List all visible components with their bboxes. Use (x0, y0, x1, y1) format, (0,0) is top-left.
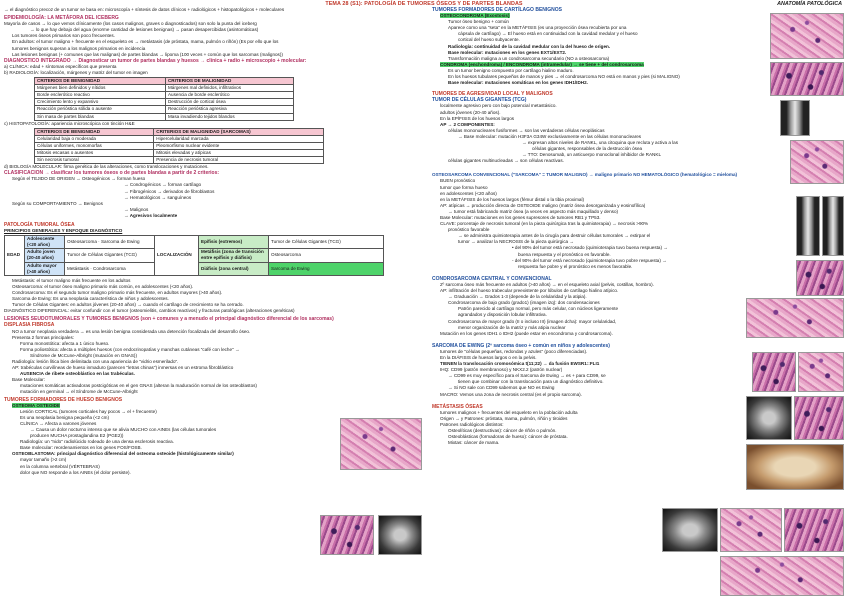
dx-molecular: d) BIOLOGÍA MOLECULAR: firma genética de las alteraciones, como translocaciones y mutaciones. (4, 164, 209, 170)
table-cell: Diáfisis (zona central) (199, 262, 269, 275)
ost-line: en adolescentes (<20 años) (440, 190, 497, 196)
tcg-line: células gigantes multinucleadas → son células reactivas. (448, 158, 564, 164)
tfh-line: Es una neoplasia benigna pequeña (<2 cm) (20, 414, 110, 420)
aggressive-malignant-heading: TUMORES DE AGRESIVIDAD LOCAL Y MALIGNOS (432, 91, 553, 98)
fib-line: Presenta 2 formas principales: (12, 334, 75, 340)
ewing-line: → CD99 es muy específico para el Sarcoma de Ewing → es + para CD99, se (448, 373, 606, 379)
fib-line: AUSENCIA de ribete osteoblástico en las trabéculas. (20, 371, 135, 377)
classification-heading: CLASIFICACIÓN → clasificar los tumores óseos o de partes blandas a partir de 2 criterios: (4, 170, 220, 177)
cond-line: Condrosarcoma de bajo grado (grado1) (imagen izq): dos condensaciones (448, 300, 600, 306)
ost-line: AP: atípicas → producción directa de OSTEOIDE maligno (matriz ósea desorganizada y eosinofílica) (440, 202, 646, 208)
enchondroma-title: CONDROMA (enchondroma) / ENCONDROMA (intramedular) → se tiene + del condrosarcoma (440, 61, 644, 67)
tfh-line: producen MUCHA prostaglandina E2 (PGE2)) (30, 433, 124, 439)
table-header: CRITERIOS DE MALIGNIDAD (SARCOMAS) (154, 128, 324, 135)
chondrosarcoma-high-grade-image (798, 352, 844, 392)
chondrosarcoma-low-grade-image (752, 352, 796, 392)
fib-line: mutaciones somáticas activadoras postcigóticas en el gen GNAS (alteran la maduración normal de los osteoblastos) (20, 383, 257, 389)
ost-line: buena respuesta y el pronóstico es favorable. (518, 251, 611, 257)
ewing-heading: SARCOMA DE EWING (2º sarcoma óseo + común en niños y adolescentes) (432, 342, 610, 349)
cond-line: AP: infiltración del hueso trabecular preexistente por lóbulos de cartílago hialino atípico. (440, 288, 619, 294)
ost-line: CLAVE: porcentaje de necrosis tumoral (en la pieza quirúrgica tras la quimioterapia) → necrosis >90% (440, 221, 649, 227)
tfc-line: Aparece como una "seta" en la METÁFISIS (es una proyección ósea recubierta por una (448, 25, 627, 31)
met-line: Osteolíticas (destructivas): cáncer de riñón o pulmón. (448, 428, 557, 433)
histology-criteria-table (34, 128, 324, 164)
table-cell: Sin necrosis tumoral (35, 157, 154, 164)
class-line: Según su COMPORTAMIENTO → Benignos (12, 200, 103, 206)
ost-line: pronóstico favorable (448, 227, 490, 233)
class-line: Según el TEJIDO DE ORIGEN → Osteogénicos → forman hueso (12, 176, 146, 182)
table-header: CRITERIOS DE BENIGNIDAD (35, 78, 166, 85)
tcg-line: AP → 2 COMPONENTES: (440, 121, 495, 127)
cond-line: → Graduación → Grados 1-3 (depende de la celularidad y la atipia). (448, 294, 587, 300)
table-cell: Tumor de Células Gigantes (TCG) (65, 249, 155, 262)
metastasis-histology-image-3 (720, 556, 844, 596)
met-line: tumores malignos + frecuentes del esqueleto en la población adulta (440, 409, 578, 415)
cond-line: agrandados y disposición lobular infiltrativa. (458, 312, 547, 318)
osteochondroma-histology-image (770, 13, 844, 59)
table-cell: Reacción perióstica agresiva (165, 106, 293, 113)
tfc-line: Base molecular: mutaciones somáticas en los genes IDH1/IDH2. (448, 80, 588, 86)
table-cell: Adulto joven (20-40 años) (25, 249, 65, 262)
table-cell: Márgenes mal definidos, infiltrativos (165, 85, 293, 92)
tfh-line: dolor que NO responde a los AINEs (el dolor persiste). (20, 469, 131, 475)
giant-cell-tumor-xray-image (780, 100, 810, 136)
metastasis-heading: METÁSTASIS ÓSEAS (432, 403, 483, 410)
cond-line: 2º sarcoma óseo más frecuente en adultos (>40 años) → en el esqueleto axial (pelvis, costillas, hombro). (440, 281, 654, 287)
table-cell: Hipercelularidad marcada (154, 135, 324, 142)
table-cell: Reacción perióstica sólida o ausente (35, 106, 166, 113)
metastasis-histology-image (720, 508, 782, 552)
table-cell: Osteosarcoma · Sarcoma de Ewing (65, 236, 155, 249)
fib-line: Forma monostótica: afecta a 1 único hueso. (20, 340, 110, 346)
location-label: LOCALIZACIÓN (155, 236, 199, 276)
table-cell: Crecimiento lento y expansivo (35, 99, 166, 106)
cond-line: Condrosarcoma de mayor grado (II o incluso III) (imagen dcha): mayor celularidad, (448, 318, 617, 324)
table-cell: Pleomorfismo nuclear evidente (154, 142, 324, 149)
table-cell: Metástasis · Condrosarcoma (65, 262, 155, 275)
table-cell: Masa invadiendo tejidos blandos (165, 113, 293, 120)
table-cell: Ausencia de borde esclerótico (165, 92, 293, 99)
enchondroma-histology-image (770, 62, 844, 96)
ost-line: en la METÁFISIS de los huesos largos (fémur distal o la tibia proximal) (440, 196, 584, 202)
epi-line: tumores benignos superan a los malignos primarios en incidencia (12, 45, 146, 51)
ost-line: BUEN pronóstico (440, 178, 476, 184)
chondrosarcoma-heading: CONDROSARCOMA CENTRAL Y CONVENCIONAL (432, 275, 552, 282)
ost-line: respuesta fue pobre y el pronóstico es menos favorable. (518, 263, 633, 269)
epi-line: Mayoría de casos → lo que vemos clínicamente (los casos malignos, graves o diagnosticados) son solo la punta del iceberg (4, 21, 257, 27)
epi-line: → lo que hay debajo del agua (enorme cantidad de lesiones benignas) → pasan desapercibidas (asintomáticas) (30, 27, 259, 33)
age-label: EDAD (5, 236, 25, 276)
epi-line: Las lesiones benignas (+ comunes que las malignas) de partes blandas → lipoma (100 veces + común que los sarcomas (malignos)) (12, 51, 283, 57)
osteosarcoma-necrosis-image (746, 298, 844, 338)
tfh-line: Radiología: un "nido" radiolúcido rodeado de una densa esclerosis reactiva. (20, 439, 174, 445)
age-bullet: Osteosarcoma: el tumor óseo maligno primario más común, en adolescentes (<20 años). (12, 283, 194, 289)
class-line: → Condrogénicos → forman cartílago (124, 182, 202, 188)
tfc-line: Tumor óseo benigno + común (448, 19, 509, 25)
table-cell: Márgenes bien definidos y nítidos (35, 85, 166, 92)
principles-subheading: PRINCIPIOS GENERALES Y ENFOQUE DIAGNÓSTICO (4, 228, 123, 234)
age-bullet: Sarcoma de Ewing: Es una neoplasia característica de niños y adolescentes. (12, 296, 169, 302)
fib-line: mutación en germinal → el Síndrome de McCune-Albright (20, 389, 138, 395)
fib-line: Síndrome de McCune-Albright (mutación en GNAS)) (30, 352, 137, 358)
radiology-criteria-table (34, 77, 294, 121)
table-cell: Sin masa de partes blandas (35, 113, 166, 120)
tfh-line: CLÍNICA → Afecta a varones jóvenes (20, 420, 97, 426)
table-cell: Mitosis escasas o ausentes (35, 149, 154, 156)
cond-line: menor organización de la matriz y más atipia nuclear (458, 324, 566, 330)
age-bullet: Metástasis: el tumor maligno más frecuente en los adultos (12, 277, 131, 283)
bone-tumor-heading: PATOLOGÍA TUMORAL ÓSEA (4, 222, 75, 228)
table-cell: Células uniformes, monomorfas (35, 142, 154, 149)
osteosarcoma-heading: OSTEOSARCOMA CONVENCIONAL ("SARCOMA" = TUMOR MALIGNO) → maligno primario NO HEMATOLÓGICO (hematológico = mieloma) (432, 172, 738, 178)
tfc-line: cortical del hueso subyacente. (458, 37, 520, 43)
table-cell: Borde esclerótico reactivo (35, 92, 166, 99)
age-bullet: Tumor de Células Gigantes: en adultos jóvenes (20-40 años) → cuando el cartílago de crecimiento se ha cerrado. (12, 302, 244, 308)
ewing-line: → Si NO sale con CD99 sabemos que NO es Ewing (448, 385, 555, 391)
table-cell: Sarcoma de Ewing (269, 262, 384, 275)
osteoid-osteoma-title: OSTEOMA OSTEOIDE (12, 402, 61, 408)
diagnosis-heading: DIAGNÓSTICO INTEGRADO → Diagnosticar un tumor de partes blandas y huesos → clínica + radio + microscopio + molecular: (4, 57, 307, 64)
tcg-line: localmente agresivo pero con bajo potencial metastásico. (440, 103, 557, 109)
ewing-line: TIENEN la translocación cromosómica t(11;22) → da fusión EWSR1::FLI1 (440, 361, 600, 367)
osteosarcoma-xray-image-2 (822, 196, 844, 256)
tfc-line: Base molecular: mutaciones en los genes EXT1/EXT2. (448, 49, 567, 55)
ost-line: • del 90% del tumor está necrosado (quimioterapia tuvo buena respuesta) → (512, 245, 668, 251)
dx-radiology: b) RADIOLOGÍA: localización, márgenes y matriz del tumor en imagen (4, 69, 148, 75)
ost-line: → se administra quimioterapia antes de la cirugía para destruir células tumorales → extirpar el (458, 233, 651, 239)
table-cell: Metáfisis (zona de transición entre epífisis y diáfisis) (199, 249, 269, 262)
ost-line: Base Molecular: mutaciones en los genes supresores de tumores RB1 y TP53. (440, 215, 601, 220)
tcg-line: → TTO: Denosumab, un anticuerpo monoclonal inhibidor de RANKL (522, 152, 661, 158)
tfh-line: en la columna vertebral (VÉRTEBRAS) (20, 463, 100, 469)
met-line: Origen → y Patrones: próstata, mama, pulmón, riñón y tiroides (440, 415, 568, 421)
fibrous-dysplasia-histology-image (340, 418, 422, 470)
metastasis-xray-image (662, 508, 718, 552)
table-cell: Tumor de Células Gigantes (TCG) (269, 236, 384, 249)
fib-line: Base Molecular: (12, 377, 45, 383)
tfc-line: Es un tumor benigno compuesto por cartílago hialino maduro. (448, 67, 574, 73)
table-cell: Adolescente (<20 años) (25, 236, 65, 249)
osteosarcoma-histology-image (796, 260, 844, 296)
giant-cell-tumor-heading: TUMOR DE CÉLULAS GIGANTES (TCG) (432, 97, 527, 104)
cond-line: Mutación en los genes IDH1 o IDH2 (puede estar en encondroma y condrosarcoma). (440, 330, 613, 336)
table-cell: Destrucción de cortical ósea (165, 99, 293, 106)
ewing-line: tumores de "células pequeñas, redondas y azules" (poco diferenciadas). (440, 348, 588, 354)
tfh-line: → Causa un dolor nocturno intenso que se alivia MUCHO con AINEs (las células tumorales (30, 427, 217, 432)
fib-line: Radiología: lesión lítica bien delimitada con una apariencia de "vidrio esmerilado". (12, 358, 179, 364)
met-line: Mixtas: cáncer de mama. (448, 440, 500, 446)
tcg-line: → Base molecular: mutación H3F3A G34W exclusivamente en las células mononucleares (458, 133, 642, 139)
table-cell: Osteosarcoma (269, 249, 384, 262)
pseudotumor-heading: LESIONES SEUDOTUMORALES Y TUMORES BENIGNOS (son + comunes y a menudo el principal diagnóstico diferencial de los sarcomas) (4, 316, 334, 323)
fib-line: NO a tumor neoplasia verdadera → es una lesión benigna considerada una detención focalizada del desarrollo óseo. (12, 328, 251, 334)
tfh-line: mayor tamaño (>2 cm) (20, 457, 67, 463)
tfc-line: Transformación maligna a un condrosarcoma secundario (NO a osteosarcoma) (448, 55, 610, 61)
osteoid-osteoma-histology-image (320, 515, 374, 555)
chondrosarcoma-xray-image (746, 396, 792, 440)
class-line: → Agresivos localmente (124, 212, 178, 218)
age-location-table (4, 235, 384, 276)
class-line: → Hematológicos → sanguíneos (124, 194, 192, 200)
intro-line: → el diagnóstico precoz de un tumor se basa en: microscopía + síntesis de datos clínicos + radiológicos + histopatológicos + moleculares (4, 7, 285, 12)
osteoblastoma-line: OSTEOBLASTOMA: principal diagnóstico diferencial del osteoma osteoide (histológicamente similar) (12, 451, 234, 457)
class-line: → Malignos (124, 206, 149, 212)
table-header: CRITERIOS DE BENIGNIDAD (35, 128, 154, 135)
tcg-line: células gigantes, responsables de la destrucción ósea (532, 146, 643, 152)
table-header: CRITERIOS DE MALIGNIDAD (165, 78, 293, 85)
osteochondroma-title: OSTEOCONDROMA (Exostosis) (440, 13, 510, 19)
epidemiology-heading: EPIDEMIOLOGÍA: LA METÁFORA DEL ICEBERG (4, 15, 119, 22)
ewing-line: IHQ: CD99 (patrón membranoso) y NKX2.2 (patrón nuclear) (440, 367, 563, 373)
tfc-line: En los huesos tubulares pequeños de manos y pies → el condrosarcoma NO está en manos y pies (si MALIGNO) (448, 74, 680, 80)
subject-label: ANATOMÍA PATOLÓGICA (777, 1, 842, 7)
ost-line: → tumor está fabricando matriz ósea (a veces en aspecto más maquillado y denso) (448, 208, 619, 214)
table-cell: Epífisis (extremos) (199, 236, 269, 249)
bone-forming-heading: TUMORES FORMADORES DE HUESO BENIGNOS (4, 396, 123, 403)
tcg-line: células mononucleares fusiformes → son las verdaderas células neoplásicas (448, 127, 605, 133)
tcg-line: → expresan altos niveles de RANKL, una citoquina que recluta y activa a las (522, 139, 679, 145)
fibrous-dysplasia-heading: DISPLASIA FIBROSA (4, 322, 55, 329)
table-cell: Adulto mayor (>40 años) (25, 262, 65, 275)
ewing-histology-image (794, 396, 844, 440)
class-line: → Fibrogénicos → derivados de fibroblastos (124, 188, 215, 194)
osteosarcoma-xray-image (796, 196, 820, 256)
tcg-line: En la EPÍFISIS de los huesos largos (440, 115, 515, 121)
tfc-line: cápsula de cartílago) → El hueso está en continuidad con la cavidad medular y el hueso (458, 31, 638, 37)
fib-line: Forma poliostótica: afecta a múltiples huesos (con endocrinopatías y manchas cutáneas "café con leche" → (20, 346, 240, 352)
tcg-line: adultos jóvenes (20-40 años). (440, 109, 501, 115)
met-line: Patrones radiológicos distintos: (440, 421, 504, 427)
tfh-line: Lesión CORTICAL (tumores corticales hay pocos → el + frecuente) (20, 408, 157, 414)
dx-clinical: a) CLÍNICA: edad + síntomas específicos que presenta (4, 63, 117, 69)
tfh-line: Base molecular: reordenamientos en los genes FOS/FOSB. (20, 445, 142, 451)
osteoid-osteoma-xray-image (378, 515, 422, 555)
giant-cell-histology-image (790, 140, 844, 184)
epi-line: En adultos: el tumor maligno + frecuente en el esqueleto es → metástasis (de próstata, mama, pulmón o riñón) (Es por ello que los (12, 39, 279, 45)
tfc-line: Radiología: continuidad de la cavidad medular con la del hueso de origen. (448, 43, 611, 49)
ewing-line: MACRO: Vemos una zona de necrosis central (es el propio sarcoma). (440, 391, 582, 397)
ost-line: tumor → analizar la NECROSIS de la pieza quirúrgica → (458, 239, 574, 245)
ost-line: - del 90% del tumor está necrosado (quimioterapia tuvo pobre respuesta) → (512, 257, 667, 263)
age-bullet: Condrosarcoma: Es el segundo tumor maligno primario más frecuente, en adultos mayores (>40 años). (12, 289, 223, 295)
table-cell: Presencia de necrosis tumoral (154, 157, 324, 164)
dx-histopathology: c) HISTOPATOLOGÍA: apariencia microscópica con tinción H&E (4, 120, 135, 126)
cartilage-forming-heading: TUMORES FORMADORES DE CARTÍLAGO BENIGNOS (432, 7, 563, 13)
fib-line: AP: trabéculas curvilíneas de hueso inmaduro (parecen "letras chinas") inmersas en un estroma fibroblástico (12, 365, 234, 371)
metastasis-histology-image-2 (784, 508, 844, 552)
ost-line: tumor que forma hueso (440, 184, 488, 190)
ewing-line: tienen que combinar con la translocación para un diagnóstico definitivo. (458, 379, 604, 385)
epi-line: Los tumores óseos primarios son poco frecuentes. (12, 33, 115, 39)
table-cell: Mitosis elevadas y atípicas (154, 149, 324, 156)
ewing-gross-image (746, 444, 844, 490)
differential-note: DIAGNÓSTICO DIFERENCIAL: evitar confundir con el tumor (osteomielitis, cambios reactivos) y fracturas patológicas (alteraciones genéticas) (4, 308, 295, 314)
table-cell: Celularidad baja o moderada (35, 135, 154, 142)
ewing-line: En la DIÁFISIS de huesos largos o en la pelvis. (440, 354, 537, 360)
cond-line: Patrón parecido al cartílago normal, pero más celular, con núcleos ligeramente (458, 306, 619, 312)
left-column (4, 2, 428, 476)
met-line: Osteoblásticas (formadoras de hueso): cáncer de próstata. (448, 434, 568, 440)
page-title: TEMA 28 (S1): PATOLOGÍA DE TUMORES ÓSEOS Y DE PARTES BLANDAS (325, 1, 523, 7)
